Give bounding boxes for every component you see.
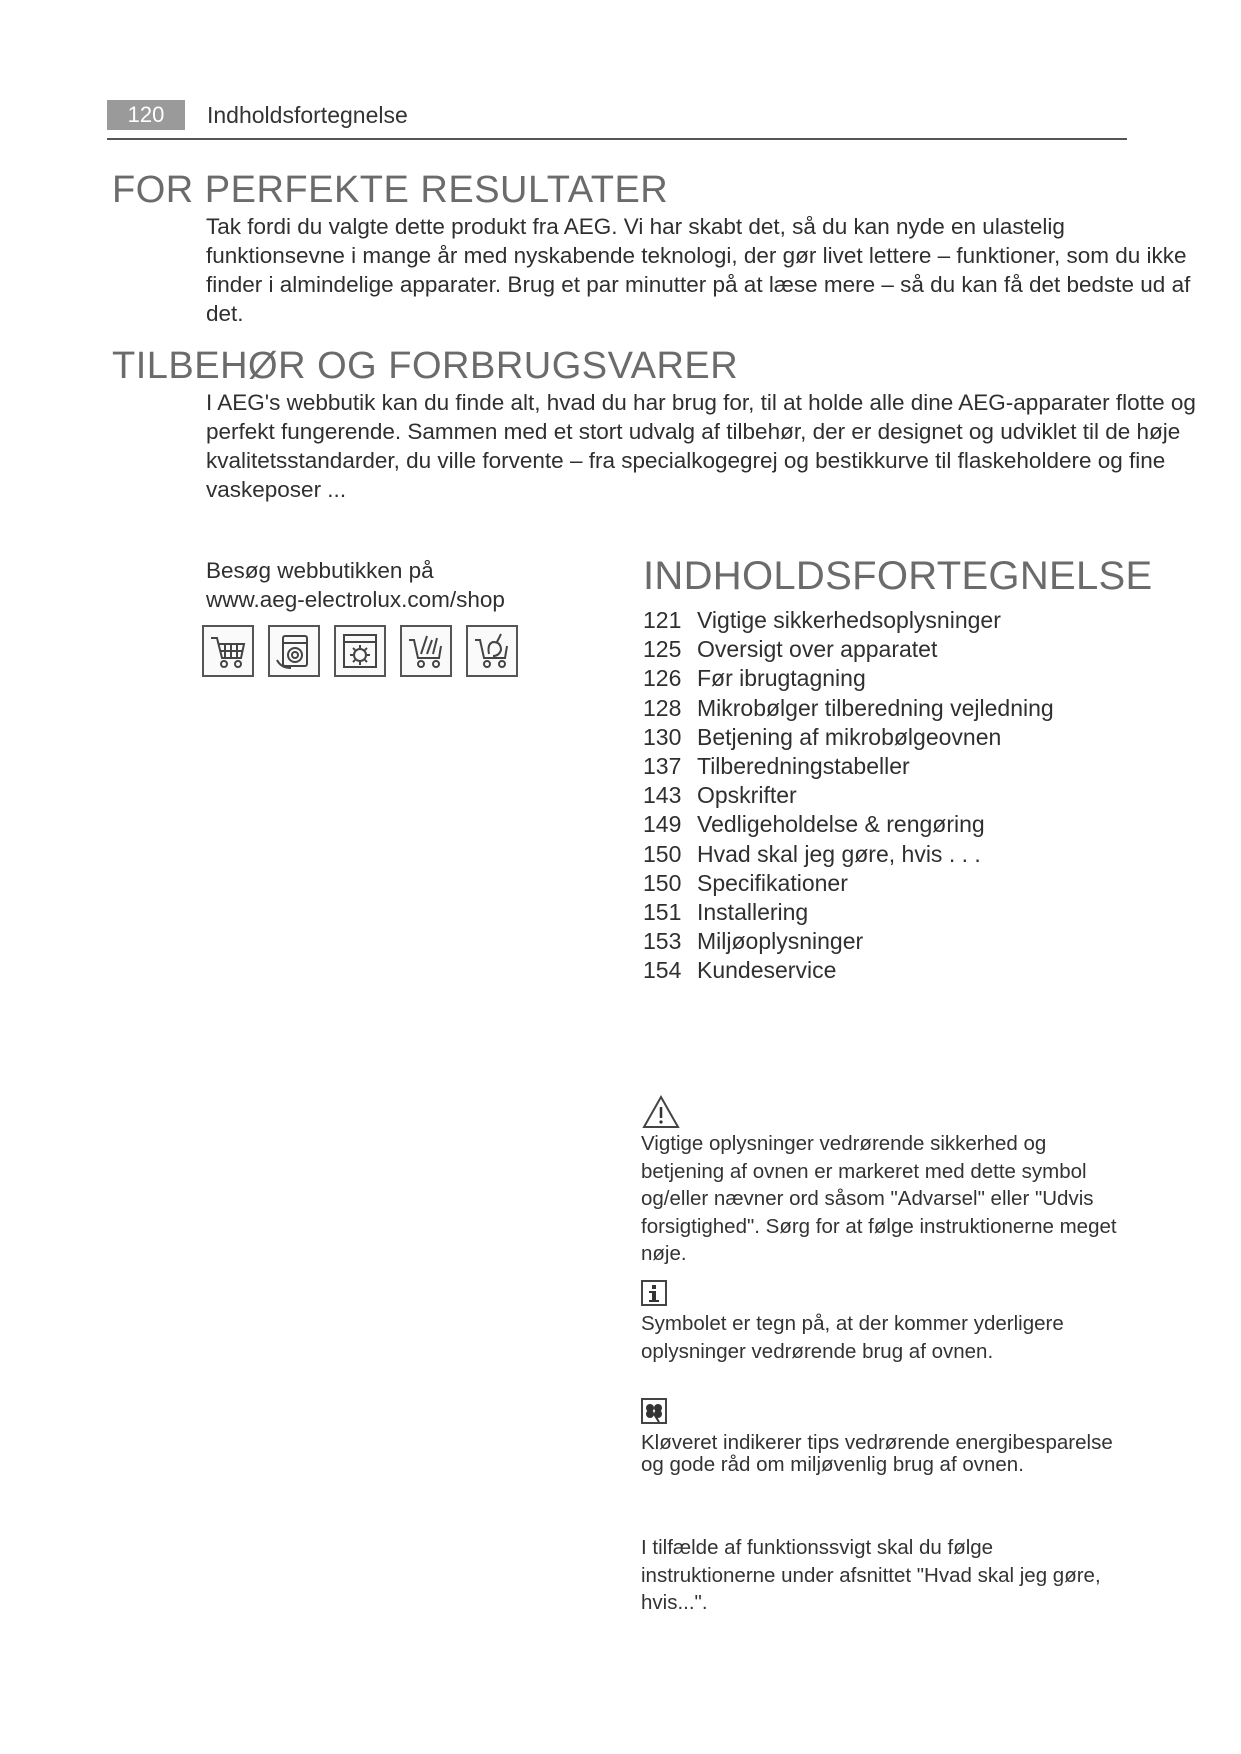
shop-visit-text: Besøg webbutikken på [206,558,434,583]
info-icon [641,1280,667,1306]
accessories-paragraph: I AEG's webbutik kan du finde alt, hvad du har brug for, til at holde alle dine AEG-apparater flotte og perfekt fungerende. Sammen med et stort udvalg af tilbehør, der er designet og udviklet til de høje kvalitetsstandarder, du ville forvente – fra specialkogegrej og bestikkurve til flaskeholdere og fine vaskeposer ... [206,390,1196,502]
warning-triangle-icon [641,1094,681,1130]
toc-item[interactable]: 125 Oversigt over apparatet [643,636,938,663]
warning-note: Vigtige oplysninger vedrørende sikkerhed og betjening af ovnen er markeret med dette symbol og/eller nævner ord såsom "Advarsel" eller "Udvis forsigtighed". Sørg for at følge instruktionerne meget nøje. [641,1132,1117,1265]
toc-title: INDHOLDSFORTEGNELSE [643,554,1153,598]
shop-url-link[interactable]: www.aeg-electrolux.com/shop [206,587,505,612]
heading-accessories: TILBEHØR OG FORBRUGSVARER [112,345,739,387]
toc-item[interactable]: 151 Installering [643,899,809,926]
info-note: Symbolet er tegn på, at der kommer yderligere oplysninger vedrørende brug af ovnen. [641,1312,1064,1363]
intro-paragraph: Tak fordi du valgte dette produkt fra AEG. Vi har skabt det, så du kan nyde en ulastelig funktionsevne i mange år med nyskabende teknologi, der gør livet lettere – funktioner, som du ikke finder i almindelige apparater. Brug et par minutter på at læse mere – så du kan få det bedste ud af det. [206,214,1191,326]
appliance-gear-icon [334,625,386,677]
toc-item[interactable]: 149 Vedligeholdelse & rengøring [643,811,985,838]
shop-icons [202,625,518,677]
toc-item[interactable]: 153 Miljøoplysninger [643,928,864,955]
toc-item[interactable]: 150 Specifikationer [643,869,848,896]
washing-machine-icon [268,625,320,677]
page-header [107,100,1127,140]
toc-item[interactable]: 154 Kundeservice [643,957,837,984]
header-title: Indholdsfortegnelse [207,102,408,128]
toc-item[interactable]: 137 Tilberedningstabeller [643,753,910,780]
toc-item[interactable]: 143 Opskrifter [643,782,797,809]
shopping-cart-icon [202,625,254,677]
cart-bottle-icon [466,625,518,677]
malfunction-note: I tilfælde af funktionssvigt skal du følge instruktionerne under afsnittet "Hvad skal jeg gøre, hvis...". [641,1536,1101,1614]
eco-tip-note: Kløveret indikerer tips vedrørende energibesparelse og gode råd om miljøvenlig brug af ovnen. [641,1431,1113,1476]
cart-tools-icon [400,625,452,677]
toc-item[interactable]: 121 Vigtige sikkerhedsoplysninger [643,607,1001,633]
toc-item[interactable]: 130 Betjening af mikrobølgeovnen [643,723,1002,750]
page-number: 120 [107,100,185,130]
toc-item[interactable]: 128 Mikrobølger tilberedning vejledning [643,694,1054,721]
toc-item[interactable]: 150 Hvad skal jeg gøre, hvis . . . [643,840,981,867]
shop-info [206,556,505,614]
table-of-contents [643,606,1054,986]
toc-item[interactable]: 126 Før ibrugtagning [643,665,866,692]
clover-icon [641,1398,667,1424]
heading-perfect-results: FOR PERFEKTE RESULTATER [112,169,669,211]
